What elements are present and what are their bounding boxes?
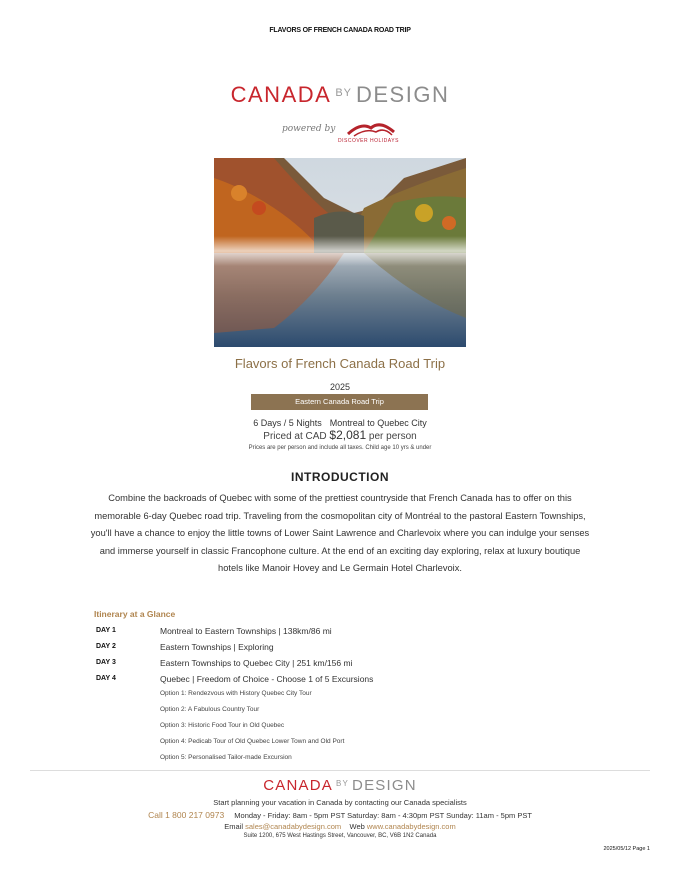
excursion-option: Option 3: Historic Food Tour in Old Quebec	[160, 722, 285, 729]
excursion-option: Option 2: A Fabulous Country Tour	[160, 706, 260, 713]
email-link[interactable]: sales@canadabydesign.com	[245, 822, 342, 831]
footer-email-web	[0, 822, 680, 831]
lake-landscape-image	[214, 158, 466, 347]
partner-name: DISCOVER HOLIDAYS	[338, 138, 399, 144]
excursion-option: Option 4: Pedicab Tour of Old Quebec Lower Town and Old Port	[160, 738, 345, 745]
footer-divider	[30, 770, 650, 771]
document-title: FLAVORS OF FRENCH CANADA ROAD TRIP	[269, 27, 411, 34]
day-label: DAY 1	[96, 627, 116, 634]
trip-route: Montreal to Quebec City	[329, 418, 427, 428]
price-note: Prices are per person and include all taxes. Child age 10 yrs & under	[248, 445, 432, 451]
company-logo	[0, 82, 680, 108]
footer-logo-canada: CANADA	[263, 777, 333, 794]
price-suffix: per person	[368, 431, 417, 442]
logo-design: DESIGN	[356, 82, 450, 107]
footer-address: Suite 1200, 675 West Hastings Street, Vancouver, BC, V6B 1N2 Canada	[243, 833, 437, 839]
powered-by-logo	[282, 118, 412, 146]
day-description: Quebec | Freedom of Choice - Choose 1 of 5 Excursions	[160, 674, 374, 684]
day-label: DAY 2	[96, 643, 116, 650]
itinerary-days	[96, 624, 596, 688]
footer-logo-by: BY	[335, 779, 350, 788]
logo-by: BY	[335, 87, 352, 99]
excursion-option: Option 1: Rendezvous with History Quebec City Tour	[160, 690, 312, 697]
day-description: Eastern Townships | Exploring	[160, 642, 274, 652]
itinerary-day-row	[96, 656, 596, 672]
trip-duration: 6 Days / 5 Nights	[253, 418, 322, 428]
trip-title: Flavors of French Canada Road Trip	[234, 356, 446, 371]
office-hours: Monday - Friday: 8am - 5pm PST Saturday: 8am - 4:30pm PST Sunday: 11am - 5pm PST	[234, 811, 532, 820]
introduction-heading: INTRODUCTION	[291, 470, 389, 484]
excursion-option: Option 5: Personalised Tailor-made Excursion	[160, 754, 292, 761]
itinerary-heading: Itinerary at a Glance	[94, 609, 176, 619]
day-label: DAY 3	[96, 659, 116, 666]
footer-tagline: Start planning your vacation in Canada by contacting our Canada specialists	[213, 798, 467, 807]
trip-year: 2025	[329, 382, 351, 392]
day-description: Eastern Townships to Quebec City | 251 km/156 mi	[160, 658, 353, 668]
footer-contact	[0, 810, 680, 820]
footer-logo	[0, 777, 680, 794]
itinerary-day-row	[96, 640, 596, 656]
day-label: DAY 4	[96, 675, 116, 682]
trip-category-banner: Eastern Canada Road Trip	[251, 394, 428, 410]
day-description: Montreal to Eastern Townships | 138km/86 mi	[160, 626, 332, 636]
page-number: 2025/05/12 Page 1	[603, 846, 650, 852]
mountain-logo-icon	[346, 118, 396, 138]
phone-link[interactable]: Call 1 800 217 0973	[148, 810, 225, 820]
itinerary-day-row	[96, 624, 596, 640]
price-prefix: Priced at CAD	[263, 431, 327, 442]
logo-canada: CANADA	[230, 82, 332, 107]
powered-by-text: powered by	[282, 124, 336, 134]
website-link[interactable]: www.canadabydesign.com	[366, 822, 456, 831]
trip-duration-route	[0, 418, 680, 428]
trip-price	[0, 428, 680, 442]
email-label: Email	[224, 822, 244, 831]
introduction-body: Combine the backroads of Quebec with some of the prettiest countryside that French Canada has to offer on this memorable 6-day Quebec road trip. Traveling from the cosmopolitan city of Montréal to the pastoral Eastern Townships, you'll have a chance to enjoy the little towns of Lower Saint Lawrence and Charlevoix where you can indulge your senses and immerse yourself in classic Francophone culture. At the end of an exciting day exploring, relax at luxury boutique hotels like Manoir Hovey and Le Germain Hotel Charlevoix.	[90, 493, 590, 573]
price-amount: $2,081	[329, 428, 367, 442]
web-label: Web	[349, 822, 365, 831]
hero-image-autumn-lake	[214, 158, 466, 347]
footer-logo-design: DESIGN	[352, 777, 417, 794]
excursion-options	[160, 686, 560, 766]
